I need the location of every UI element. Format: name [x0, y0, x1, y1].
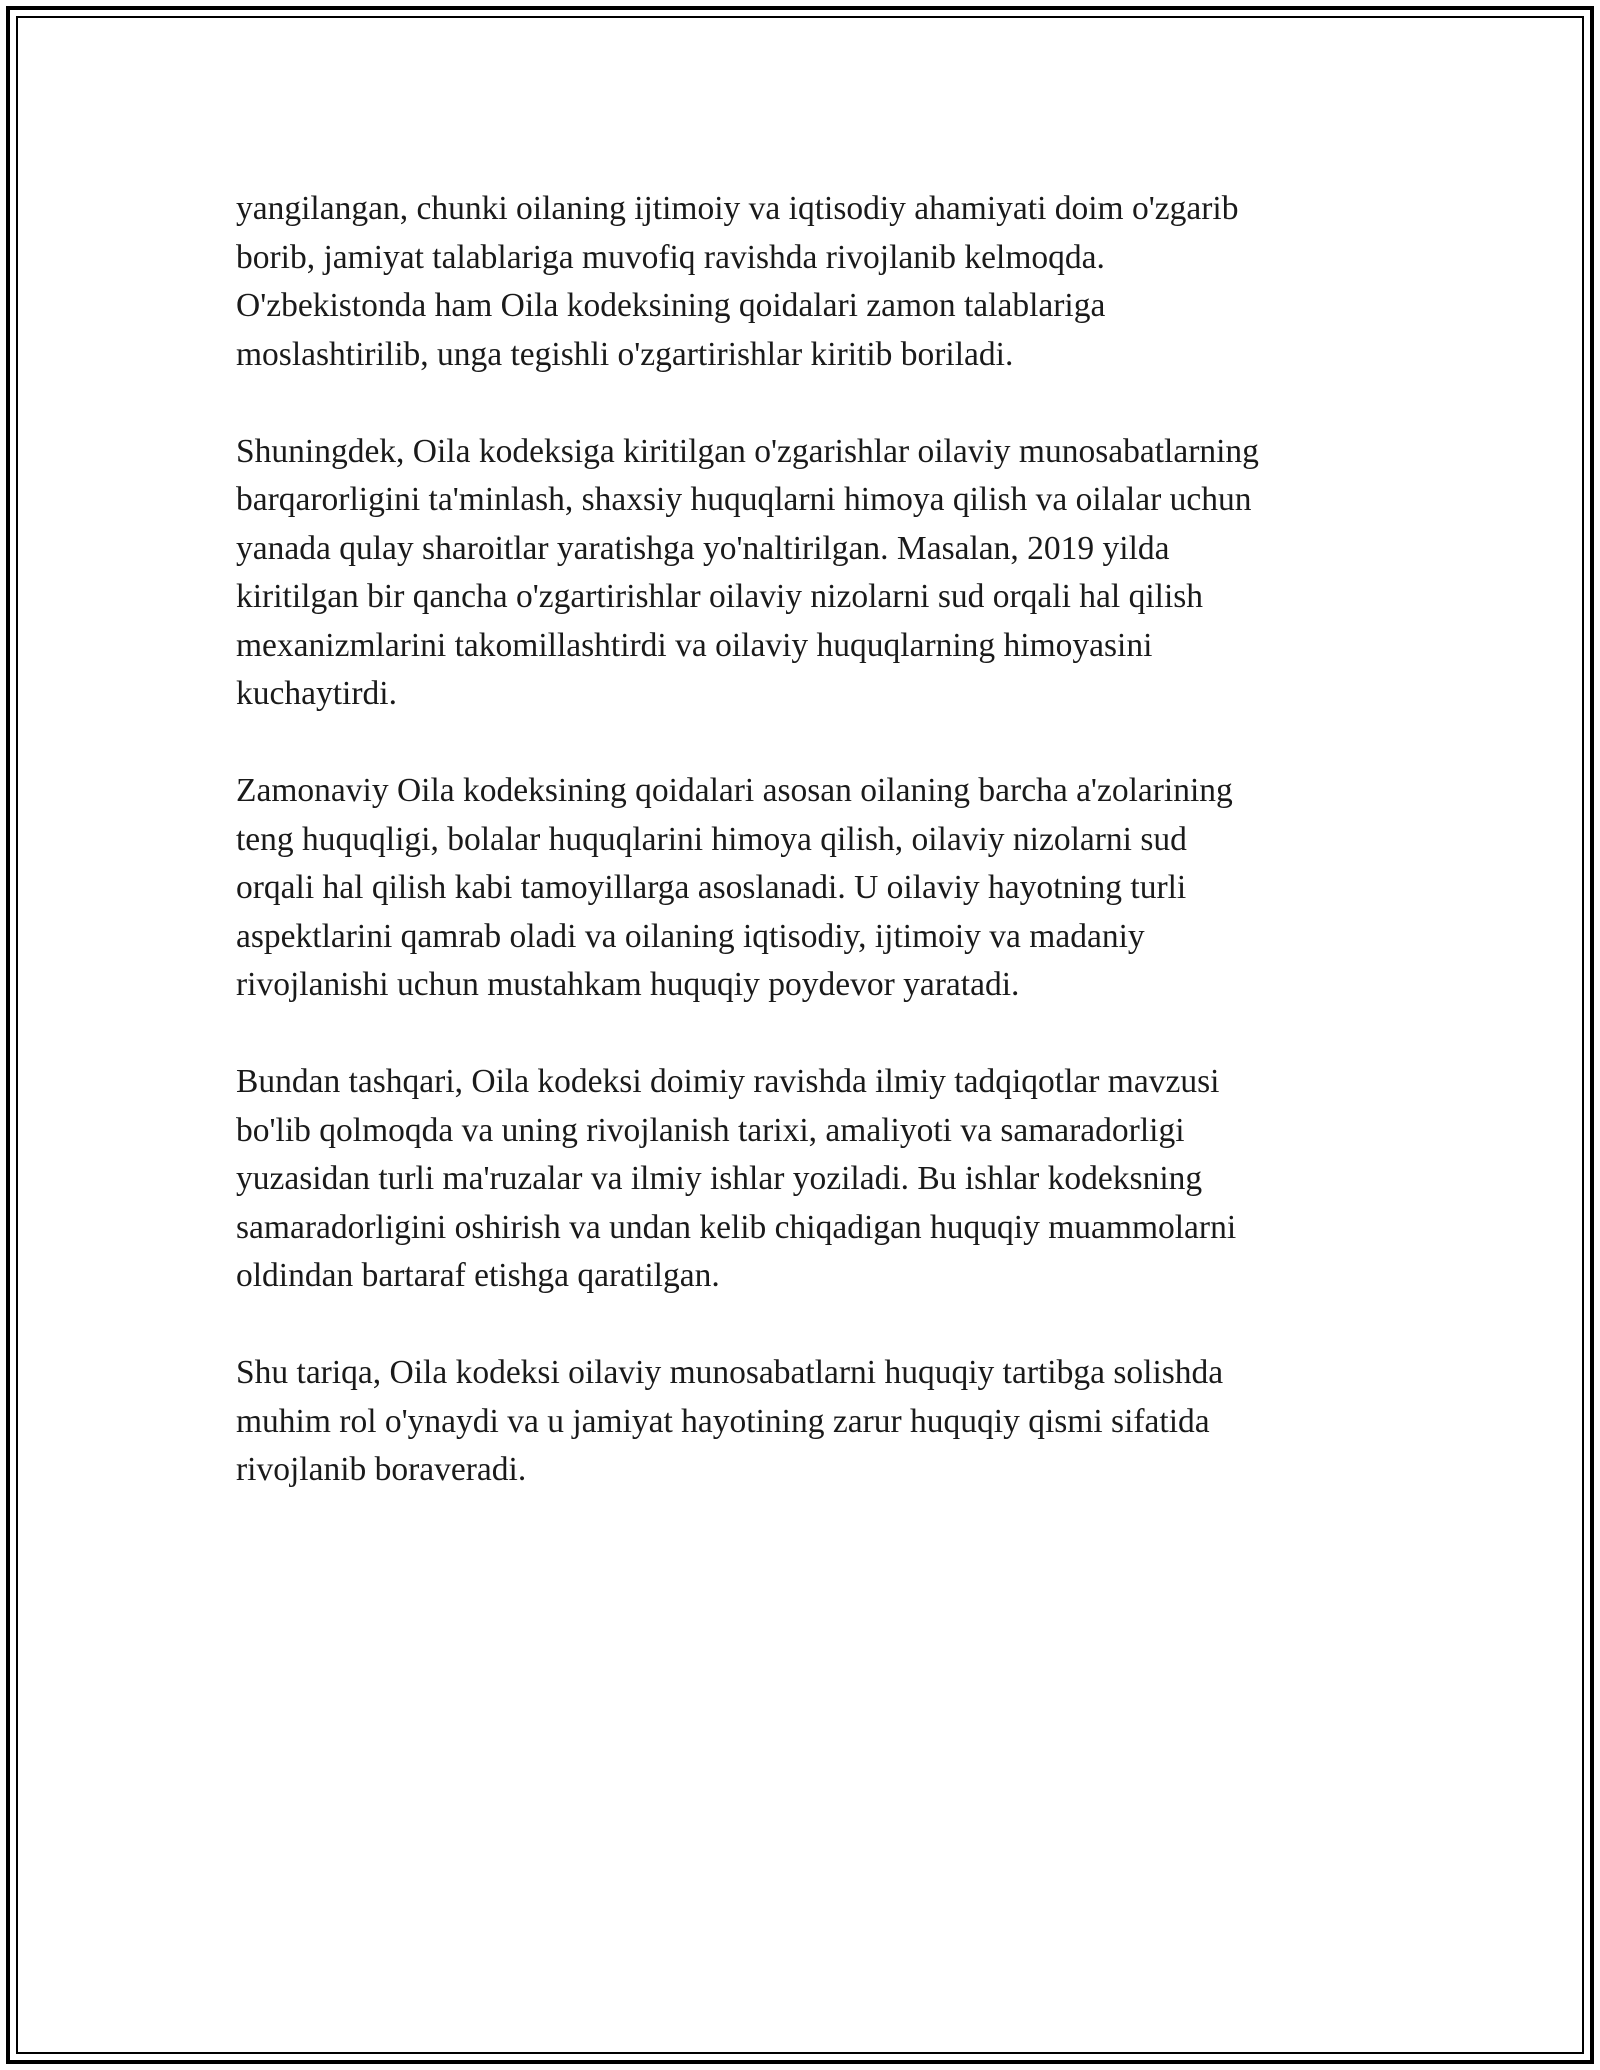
paragraph-2: Shuningdek, Oila kodeksiga kiritilgan o'zgarishlar oilaviy munosabatlarning barqarorligini ta'minlash, shaxsiy huquqlarni himoya qilish va oilalar uchun yanada qulay sharoitlar yaratishga yo'naltirilgan. Masalan, 2019 yilda kiritilgan bir qancha o'zgartirishlar oilaviy nizolarni sud orqali hal qilish mexanizmlarini takomillashtirdi va oilaviy huquqlarning himoyasini kuchaytirdi. [236, 432, 1259, 712]
paragraph-3: Zamonaviy Oila kodeksining qoidalari asosan oilaning barcha a'zolarining teng huquqligi, bolalar huquqlarini himoya qilish, oilaviy nizolarni sud orqali hal qilish kabi tamoyillarga asoslanadi. U oilaviy hayotning turli aspektlarini qamrab oladi va oilaning iqtisodiy, ijtimoiy va madaniy rivojlanishi uchun mustahkam huquqiy poydevor yaratadi. [236, 772, 1233, 1003]
paragraph-4: Bundan tashqari, Oila kodeksi doimiy ravishda ilmiy tadqiqotlar mavzusi bo'lib qolmoqda va uning rivojlanish tarixi, amaliyoti va samaradorligi yuzasidan turli ma'ruzalar va ilmiy ishlar yoziladi. Bu ishlar kodeksning samaradorligini oshirish va undan kelib chiqadigan huquqiy muammolarni oldindan bartaraf etishga qaratilgan. [236, 1063, 1237, 1294]
body-text [236, 185, 1386, 1543]
paragraph-5: Shu tariqa, Oila kodeksi oilaviy munosabatlarni huquqiy tartibga solishda muhim rol o'ynaydi va u jamiyat hayotining zarur huquqiy qismi sifatida rivojlanib boraveradi. [236, 1354, 1224, 1488]
paragraph-1: yangilangan, chunki oilaning ijtimoiy va iqtisodiy ahamiyati doim o'zgarib borib, jamiyat talablariga muvofiq ravishda rivojlanib kelmoqda. O'zbekistonda ham Oila kodeksining qoidalari zamon talablariga moslashtirilib, unga tegishli o'zgartirishlar kiritib boriladi. [236, 190, 1239, 373]
